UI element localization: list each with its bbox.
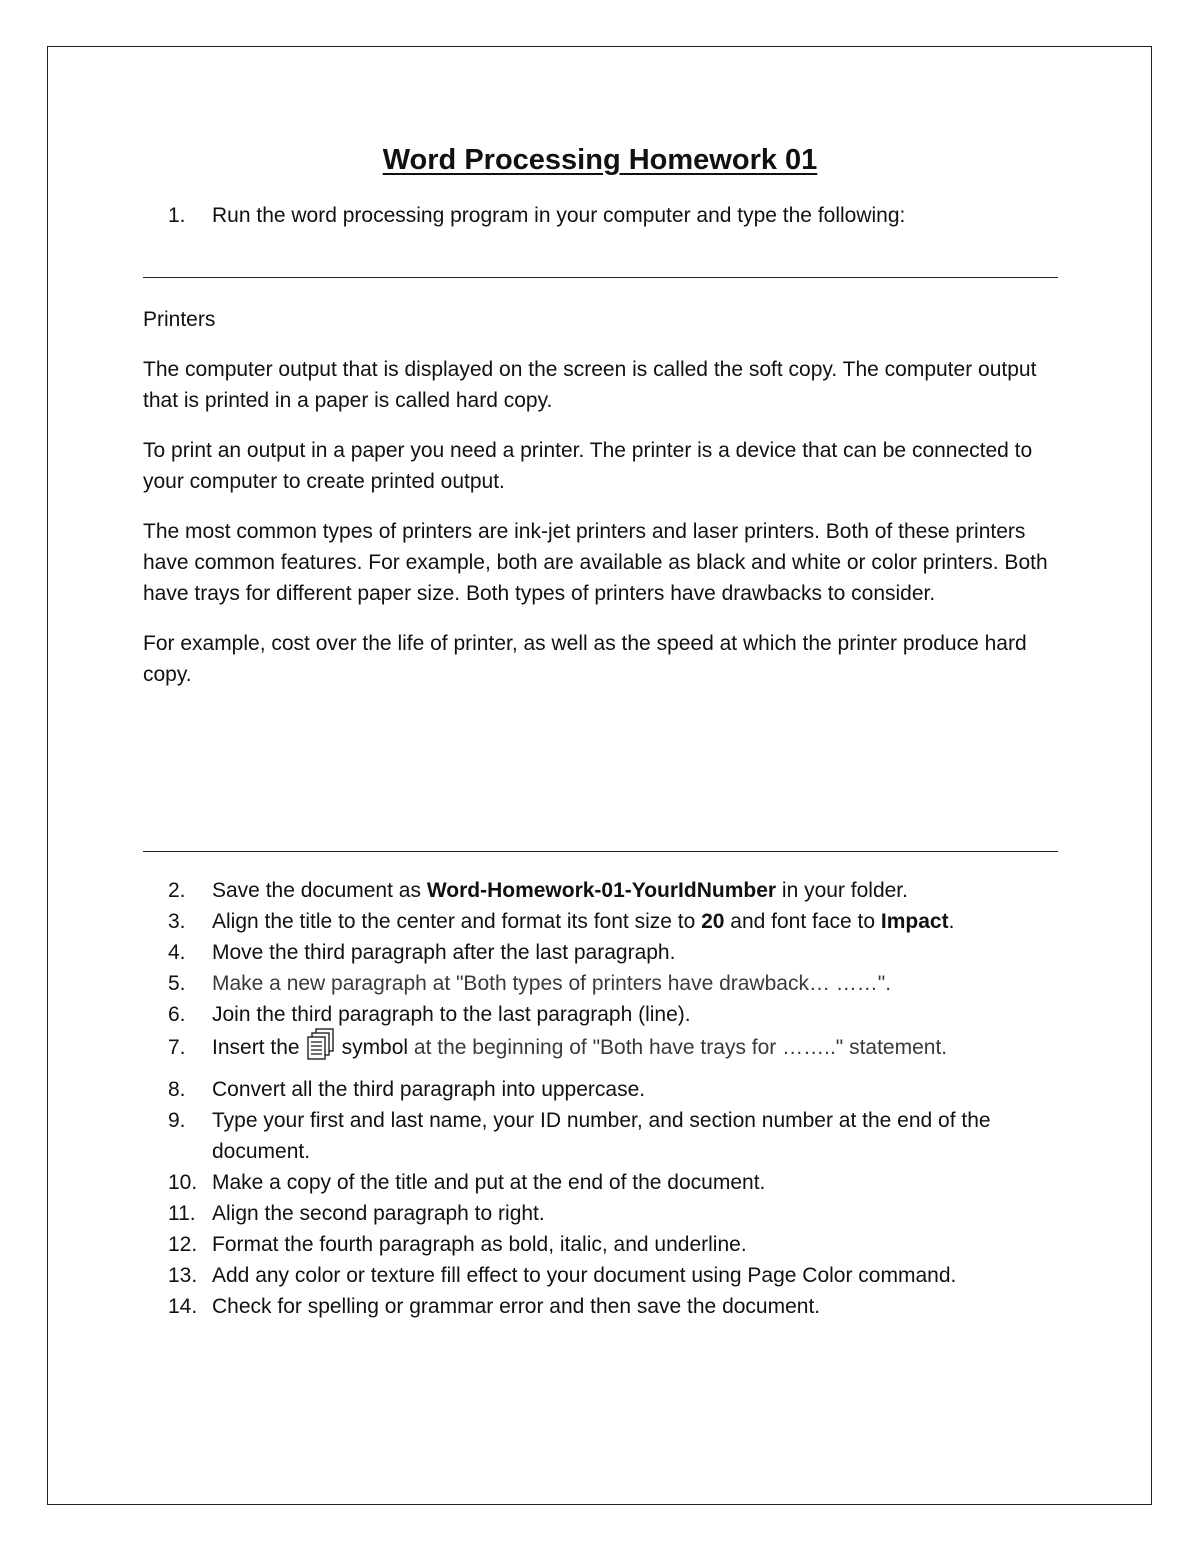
sample-paragraph-4: For example, cost over the life of printer, as well as the speed at which the printer produce hard copy. [143, 632, 1027, 686]
list-item-number: 2. [168, 879, 186, 902]
list-item [168, 200, 1068, 231]
list-item [168, 1260, 1068, 1291]
task-filename: Word-Homework-01-YourIdNumber [426, 879, 777, 902]
instruction-list-tasks [168, 875, 1068, 1322]
list-item [168, 1229, 1068, 1260]
list-item [168, 1074, 1068, 1105]
list-item-text: Convert all the third paragraph into uppercase. [212, 1078, 646, 1101]
list-item [168, 1167, 1068, 1198]
list-item-number: 3. [168, 910, 186, 933]
list-item-number: 12. [168, 1233, 198, 1256]
list-item-number: 5. [168, 972, 186, 995]
list-item [168, 999, 1068, 1030]
list-item-text [212, 906, 1068, 937]
divider-bottom [143, 851, 1058, 852]
task-text: in your folder. [776, 879, 908, 902]
task-text: Align the title to the center and format its font size to [212, 910, 702, 933]
document-pages-icon [306, 1028, 336, 1076]
list-item-text [212, 1028, 1068, 1076]
document-title: Word Processing Homework 01 [382, 144, 818, 176]
list-item-number: 9. [168, 1109, 186, 1132]
list-item-number: 7. [168, 1036, 186, 1059]
list-item-number: 1. [168, 204, 186, 227]
task-text: and font face to [724, 910, 881, 933]
instruction-list-first [168, 200, 1068, 231]
list-item-number: 13. [168, 1264, 198, 1287]
list-item-text: Type your first and last name, your ID number, and section number at the end of the document. [212, 1109, 991, 1163]
task-font-size: 20 [701, 910, 725, 933]
sample-text-block [143, 304, 1058, 709]
task-text: Insert the [212, 1036, 300, 1059]
list-item-number: 8. [168, 1078, 186, 1101]
list-item [168, 906, 1068, 937]
list-item-number: 10. [168, 1171, 198, 1194]
list-item-text: Align the second paragraph to right. [212, 1202, 545, 1225]
list-item-text: Join the third paragraph to the last paragraph (line). [212, 1003, 691, 1026]
list-item-text: Run the word processing program in your computer and type the following: [212, 204, 906, 227]
sample-paragraph-2: To print an output in a paper you need a printer. The printer is a device that can be connected to your computer to create printed output. [143, 439, 1033, 493]
list-item [168, 937, 1068, 968]
list-item-text: Format the fourth paragraph as bold, italic, and underline. [212, 1233, 747, 1256]
list-item-number: 6. [168, 1003, 186, 1026]
list-item-text [212, 875, 1068, 906]
task-text: . [948, 910, 955, 933]
list-item-number: 4. [168, 941, 186, 964]
list-item-number: 14. [168, 1295, 198, 1318]
list-item [168, 1198, 1068, 1229]
divider-top [143, 277, 1058, 278]
list-item-text: Make a copy of the title and put at the end of the document. [212, 1171, 766, 1194]
list-item-text: Add any color or texture fill effect to your document using Page Color command. [212, 1264, 957, 1287]
list-item [168, 1291, 1068, 1322]
list-item-text: Move the third paragraph after the last paragraph. [212, 941, 676, 964]
task-font-face: Impact [880, 910, 949, 933]
sample-paragraph-3: The most common types of printers are ink-jet printers and laser printers. Both of these printers have common features. For example, both are available as black and white or color printers. Both have trays for different paper size. Both types of printers have drawbacks to consider. [143, 520, 1048, 605]
list-item [168, 1028, 1068, 1076]
task-text: at the beginning of "Both have trays for …….." statement. [408, 1036, 948, 1059]
list-item-number: 11. [168, 1202, 196, 1225]
list-item [168, 968, 1068, 999]
list-item [168, 1105, 1068, 1167]
list-item-text: Check for spelling or grammar error and then save the document. [212, 1295, 821, 1318]
list-item [168, 875, 1068, 906]
sample-heading: Printers [143, 308, 216, 331]
sample-paragraph-1: The computer output that is displayed on the screen is called the soft copy. The computer output that is printed in a paper is called hard copy. [143, 358, 1037, 412]
list-item-text: Make a new paragraph at "Both types of printers have drawback… ……". [212, 972, 892, 995]
task-text: symbol [341, 1036, 409, 1059]
task-text: Save the document as [212, 879, 427, 902]
